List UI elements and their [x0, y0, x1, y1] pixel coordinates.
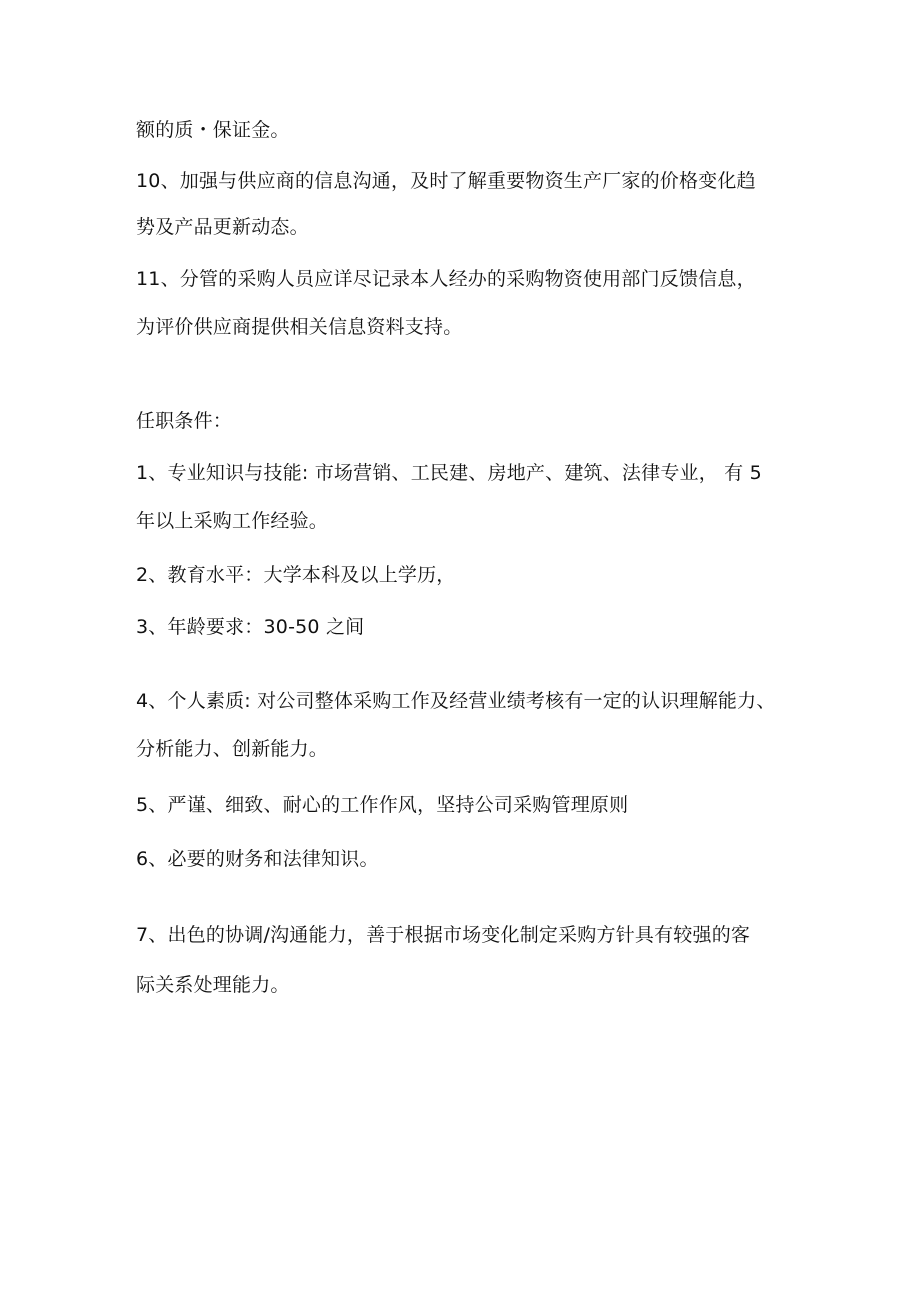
text-line: 11、分管的采购人员应详尽记录本人经办的采购物资使用部门反馈信息，: [136, 268, 756, 290]
text-line: 1、专业知识与技能: 市场营销、工民建、房地产、建筑、法律专业， 有 5: [136, 462, 762, 484]
section-heading: 任职条件：: [136, 410, 233, 432]
text-line: 5、严谨、细致、耐心的工作作风，坚持公司采购管理原则: [136, 794, 629, 816]
text-line: 6、必要的财务和法律知识。: [136, 848, 379, 870]
text-line: 际关系处理能力。: [136, 974, 290, 996]
text-line: 10、加强与供应商的信息沟通，及时了解重要物资生产厂家的价格变化趋: [136, 170, 756, 192]
text-line: 分析能力、创新能力。: [136, 738, 329, 760]
text-line: 年以上采购工作经验。: [136, 510, 329, 532]
text-line: 为评价供应商提供相关信息资料支持。: [136, 316, 463, 338]
text-line: 2、教育水平：大学本科及以上学历，: [136, 564, 456, 586]
text-line: 势及产品更新动态。: [136, 216, 309, 238]
text-line: 3、年龄要求：30-50 之间: [136, 616, 365, 638]
text-line: 4、个人素质: 对公司整体采购工作及经营业绩考核有一定的认识理解能力、: [136, 690, 776, 712]
text-line: 额的质・保证金。: [136, 119, 290, 141]
text-line: 7、出色的协调/沟通能力，善于根据市场变化制定采购方针具有较强的客: [136, 924, 751, 946]
